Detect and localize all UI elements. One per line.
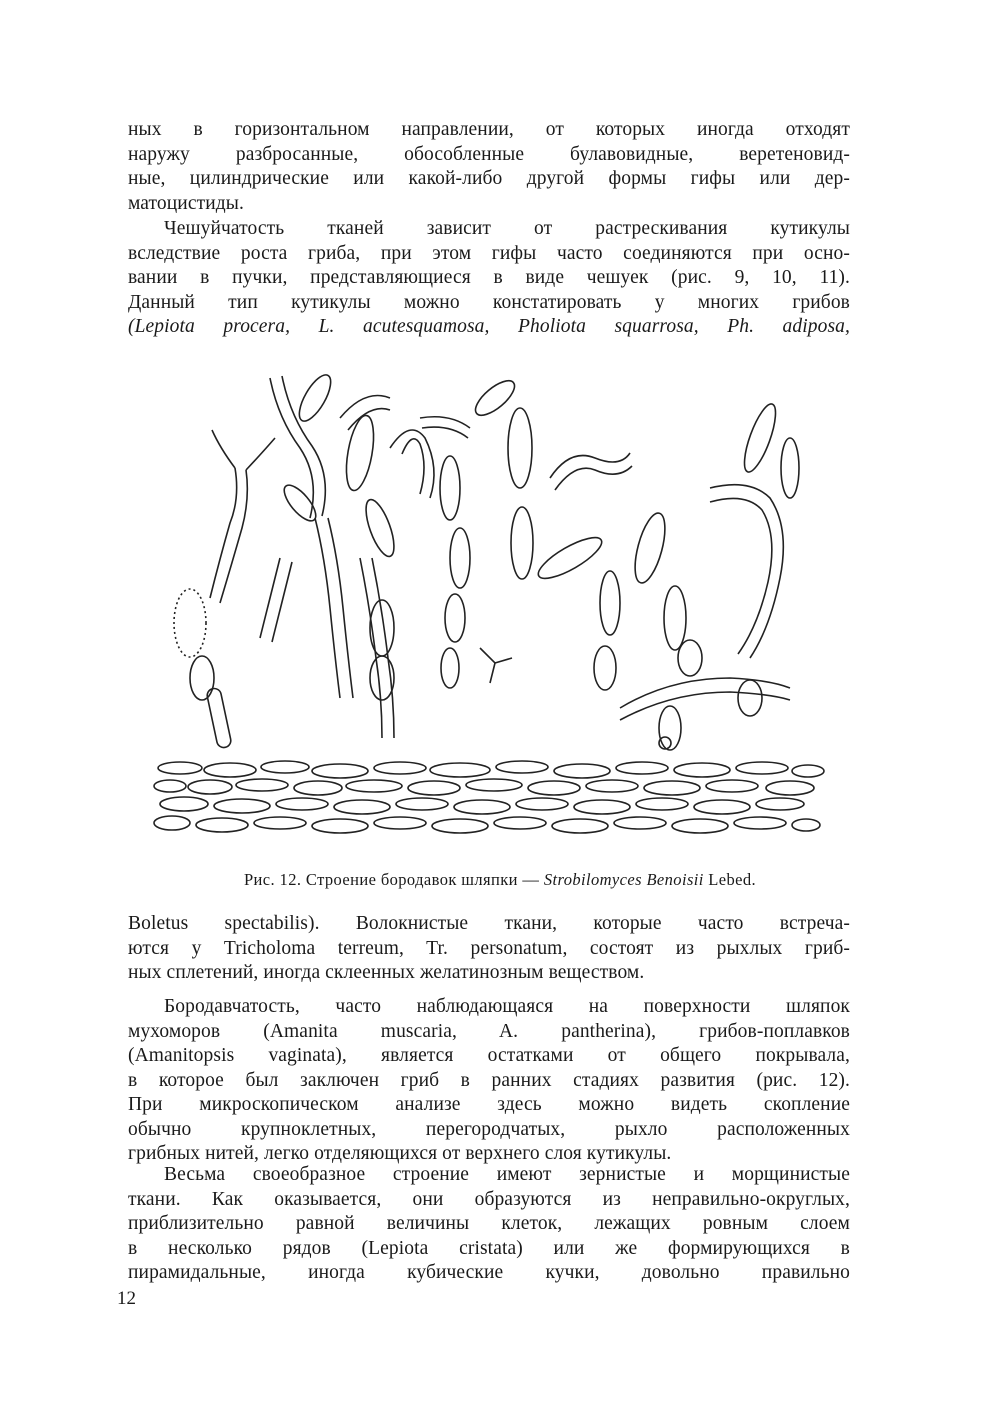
text-line: При микроскопическом анализе здесь можно видеть скопление [128,1094,850,1115]
text-line: ные, цилиндрические или какой-либо другой формы гифы или дер- [128,168,850,189]
text-line: ных сплетений, иногда склеенных желатинозным веществом. [128,962,645,983]
cuticle-layer [154,761,824,833]
text-line: грибных нитей, легко отделяющихся от верхнего слоя кутикулы. [128,1143,672,1164]
caption-author: Lebed. [703,870,757,889]
text-line-italic: (Lepiota procera, L. acutesquamosa, Pholiota squarrosa, Ph. adiposa, [128,316,850,337]
text-line: вследствие роста гриба, при этом гифы часто соединяются при осно- [128,242,850,264]
text-line: обычно крупноклетных, перегородчатых, рыхло расположенных [128,1118,850,1140]
caption-species: Strobilomyces Benoisii [543,870,704,889]
text-line: (Amanitopsis vaginata), является остатками от общего покрывала, [128,1045,850,1066]
text-line: мухоморов (Amanita muscaria, A. pantherina), грибов-поплавков [128,1020,850,1042]
text-line: Бородавчатость, часто наблюдающаяся на поверхности шляпок [164,996,850,1017]
paragraph-3 [128,912,850,986]
text-line: приблизительно равной величины клеток, лежащих ровным слоем [128,1213,850,1234]
text-line: Чешуйчатость тканей зависит от растрескивания кутикулы [164,218,850,239]
paragraph-4 [128,995,850,1167]
paragraph-1 [128,118,850,216]
caption-prefix: Рис. 12. Строение бородавок шляпки — [243,870,544,889]
paragraph-5 [128,1163,850,1286]
page-number: 12 [117,1288,136,1309]
figure-caption [0,870,1000,890]
text-line: наружу разбросанные, обособленные булавовидные, веретеновид- [128,143,850,165]
text-line: вании в пучки, представляющиеся в виде чешуек (рис. 9, 10, 11). [128,267,850,288]
text-line: Boletus spectabilis). Волокнистые ткани, которые часто встреча- [128,913,850,934]
text-line: Весьма своеобразное строение имеют зернистые и морщинистые [164,1164,850,1185]
text-line: Данный тип кутикулы можно констатировать у многих грибов [128,291,850,313]
text-line: ткани. Как оказывается, они образуются из неправильно-округлых, [128,1188,850,1210]
text-line: в несколько рядов (Lepiota cristata) или же формирующихся в [128,1237,850,1259]
text-line: пирамидальные, иногда кубические кучки, довольно правильно [128,1262,850,1283]
text-line: в которое был заключен гриб в ранних стадиях развития (рис. 12). [128,1069,850,1091]
hyphae [174,370,799,750]
text-line: матоцистиды. [128,192,244,214]
paragraph-2 [128,217,850,340]
text-line: ются у Tricholoma terreum, Tr. personatum, состоят из рыхлых гриб- [128,937,850,959]
text-line: ных в горизонтальном направлении, от которых иногда отходят [128,119,850,140]
hyphae-illustration [150,358,830,853]
